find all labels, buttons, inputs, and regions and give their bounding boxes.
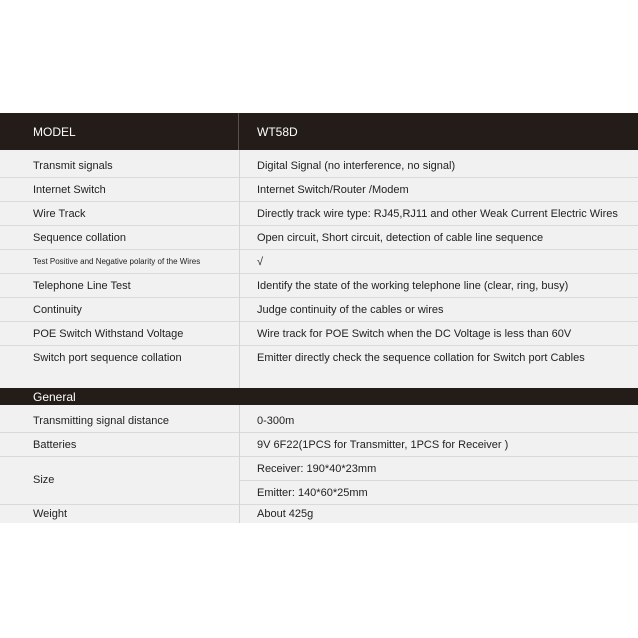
row-value: Digital Signal (no interference, no signal) xyxy=(257,159,456,172)
row-value: √ xyxy=(257,255,264,268)
row-value: Receiver: 190*40*23mm xyxy=(257,462,377,475)
row-value: Wire track for POE Switch when the DC Voltage is less than 60V xyxy=(257,327,572,340)
row-value: Emitter: 140*60*25mm xyxy=(257,486,368,499)
size-receiver-row xyxy=(0,457,638,480)
table-row xyxy=(0,274,638,297)
row-label: Weight xyxy=(33,508,68,520)
row-label: Sequence collation xyxy=(33,231,126,244)
table-row xyxy=(0,346,638,369)
table-row xyxy=(0,322,638,345)
table-row xyxy=(0,226,638,249)
row-label: Transmit signals xyxy=(33,159,113,172)
header-divider xyxy=(238,113,239,150)
table-row xyxy=(0,298,638,321)
general-title: General xyxy=(33,389,76,404)
model-label: MODEL xyxy=(33,124,76,139)
general-header xyxy=(0,388,638,405)
table-row xyxy=(0,178,638,201)
row-label: Telephone Line Test xyxy=(33,279,131,292)
row-value: 0-300m xyxy=(257,414,295,427)
row-value: 9V 6F22(1PCS for Transmitter, 1PCS for Receiver ) xyxy=(257,438,509,451)
table-row xyxy=(0,433,638,456)
row-label: Test Positive and Negative polarity of the Wires xyxy=(33,257,201,266)
row-value: Emitter directly check the sequence collation for Switch port Cables xyxy=(257,351,585,364)
model-header xyxy=(0,113,638,150)
model-value: WT58D xyxy=(257,124,298,139)
table-row xyxy=(0,250,638,273)
spec-sheet xyxy=(0,113,638,523)
row-label: Size xyxy=(33,474,55,486)
row-label: Batteries xyxy=(33,438,77,451)
row-label: Wire Track xyxy=(33,207,86,220)
row-value: Directly track wire type: RJ45,RJ11 and other Weak Current Electric Wires xyxy=(257,207,618,220)
row-label: POE Switch Withstand Voltage xyxy=(33,327,184,340)
size-emitter-row xyxy=(0,481,638,504)
row-value: Judge continuity of the cables or wires xyxy=(257,303,444,316)
row-label: Internet Switch xyxy=(33,183,106,196)
row-label: Switch port sequence collation xyxy=(33,351,182,364)
row-value: Open circuit, Short circuit, detection of cable line sequence xyxy=(257,231,544,244)
table-row xyxy=(0,154,638,177)
row-label: Continuity xyxy=(33,303,82,316)
table-row xyxy=(0,409,638,432)
row-value: About 425g xyxy=(257,508,314,520)
table-row xyxy=(0,202,638,225)
row-label: Transmitting signal distance xyxy=(33,414,169,427)
row-value: Internet Switch/Router /Modem xyxy=(257,183,409,196)
table-row xyxy=(0,505,638,523)
row-value: Identify the state of the working telephone line (clear, ring, busy) xyxy=(257,279,569,292)
